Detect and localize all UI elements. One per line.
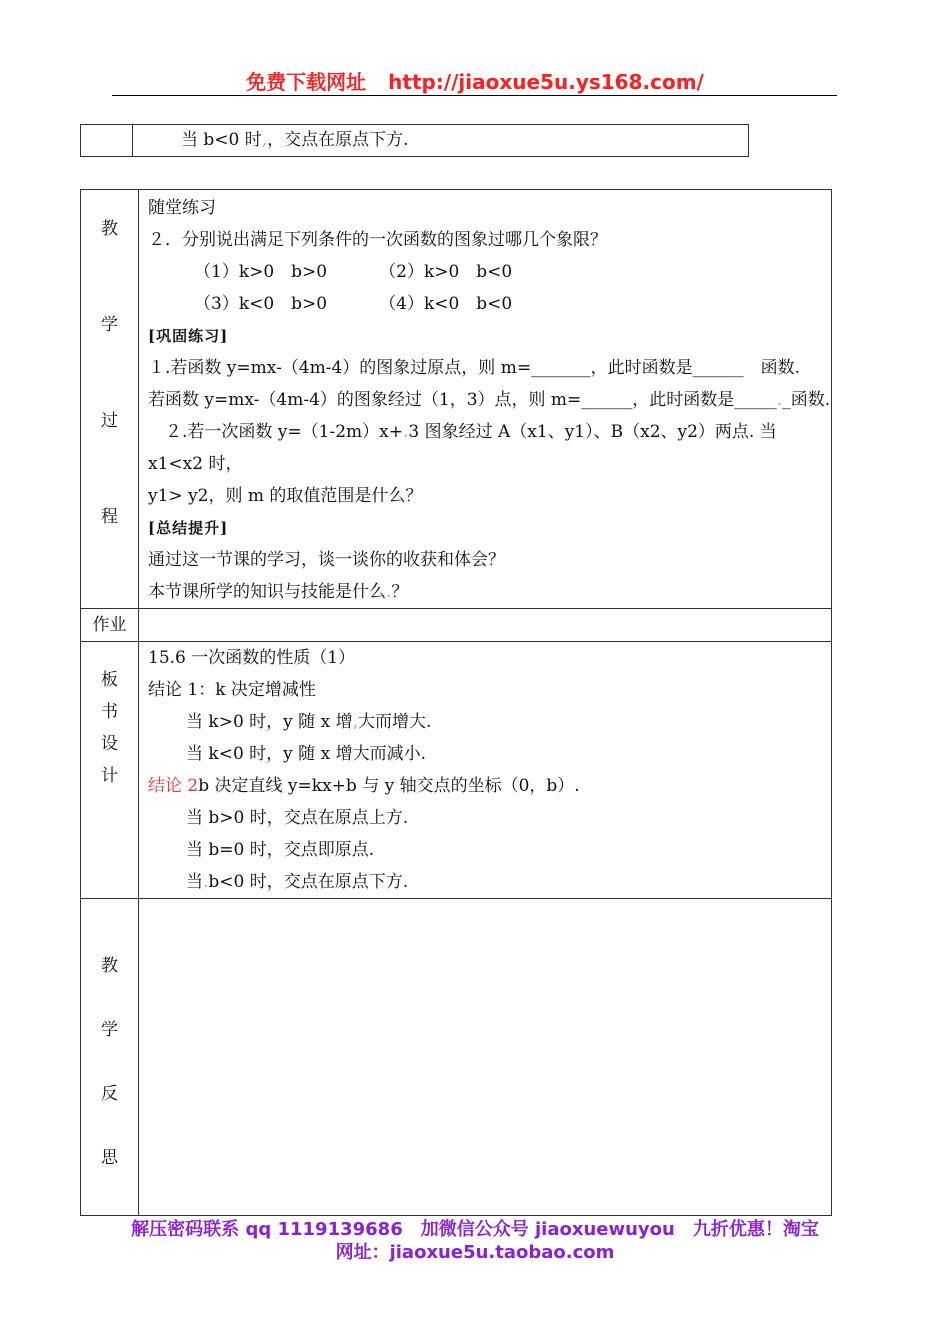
process-label-char: 程 <box>101 507 118 527</box>
conclusion-1-case-b: 当 k<0 时，y 随 x 增大而减小. <box>186 744 426 764</box>
edit-mark: , <box>352 712 358 732</box>
process-label-char: 过 <box>101 411 118 431</box>
continuation-content-cell <box>133 125 749 157</box>
header-title: 免费下载网址 <box>246 70 367 94</box>
condition-row <box>148 256 831 288</box>
conclusion-2-case-b: 当 b=0 时，交点即原点. <box>186 840 375 860</box>
board-label-char: 设 <box>101 734 118 754</box>
lesson-table <box>80 189 832 1216</box>
summary-question-1: 通过这一节课的学习，谈一谈你的收获和体会？ <box>148 550 505 570</box>
continuation-text: 当 b<0 时 <box>181 130 262 150</box>
edit-mark: , <box>261 130 268 150</box>
conclusion-2-case-c <box>148 866 831 898</box>
exercise-2-text: ２.若一次函数 y=（1-2m）x+ <box>148 422 403 442</box>
exercise-1-cont-end: _函数. <box>782 390 831 410</box>
conclusion-2-case-a: 当 b>0 时，交点在原点上方. <box>186 808 409 828</box>
conclusion-2 <box>148 770 831 802</box>
continuation-label-cell <box>81 125 133 157</box>
board-label-cell <box>81 642 139 899</box>
conclusion-2-label: 结论 2 <box>148 776 199 796</box>
footer-line-2[interactable]: 网址：jiaoxue5u.taobao.com <box>335 1242 615 1263</box>
consolidation-heading: [巩固练习] <box>148 327 229 345</box>
process-content-cell <box>139 190 832 609</box>
summary-question-2 <box>148 576 831 608</box>
edit-mark: . <box>203 872 209 892</box>
board-label-char: 书 <box>101 702 118 722</box>
board-title: 15.6 一次函数的性质（1） <box>148 648 356 668</box>
board-label-char: 计 <box>101 766 118 786</box>
condition-3: （3）k<0 b>0 <box>194 294 328 314</box>
continuation-text-end: ，交点在原点下方. <box>267 130 409 150</box>
question-2: ２．分别说出满足下列条件的一次函数的图象过哪几个象限？ <box>148 230 607 250</box>
reflection-label-char: 思 <box>101 1148 118 1168</box>
exercise-2-text-end: 3 图象经过 A（x1、y1）、B（x2、y2）两点. 当 x1<x2 时， <box>148 422 777 474</box>
header-url[interactable]: http://jiaoxue5u.ys168.com/ <box>388 70 704 94</box>
page-header <box>0 66 950 95</box>
continuation-table <box>80 124 749 157</box>
practice-heading: 随堂练习 <box>148 198 216 218</box>
header-divider <box>112 95 837 96</box>
process-label-cell <box>81 190 139 609</box>
homework-label: 作业 <box>92 615 127 635</box>
board-content-cell <box>139 642 832 899</box>
conclusion-2-case-c-text: b<0 时，交点在原点下方. <box>208 872 409 892</box>
conclusion-1-case-a-end: 大而增大. <box>357 712 432 732</box>
summary-question-2-text: 本节课所学的知识与技能是什么 <box>148 582 386 602</box>
conclusion-2-text: b 决定直线 y=kx+b 与 y 轴交点的坐标（0，b）. <box>198 776 580 796</box>
reflection-label-char: 学 <box>101 1020 118 1040</box>
summary-question-2-end: ？ <box>391 582 409 602</box>
process-label-char: 学 <box>101 315 118 335</box>
condition-4: （4）k<0 b<0 <box>379 294 513 314</box>
homework-label-cell <box>81 609 139 642</box>
homework-content-cell <box>139 609 832 642</box>
exercise-2-cont: y1> y2，则 m 的取值范围是什么？ <box>148 486 423 506</box>
exercise-1: １.若函数 y=mx-（4m-4）的图象过原点，则 m=_______，此时函数是______ 函数. <box>148 358 800 378</box>
summary-heading: [总结提升] <box>148 519 229 537</box>
reflection-content-cell <box>139 899 832 1216</box>
conclusion-1: 结论 1：k 决定增减性 <box>148 680 316 700</box>
process-label-char: 教 <box>101 219 118 239</box>
condition-1: （1）k>0 b>0 <box>194 262 328 282</box>
exercise-2 <box>148 416 831 480</box>
footer-line-1: 解压密码联系 qq 1119139686 加微信公众号 jiaoxuewuyou 九折优惠！淘宝 <box>131 1219 819 1240</box>
page-footer <box>0 1218 950 1264</box>
reflection-label-char: 教 <box>101 956 118 976</box>
edit-mark: . <box>402 422 409 442</box>
exercise-1-cont <box>148 384 831 416</box>
condition-row <box>148 288 831 320</box>
reflection-label-cell <box>81 899 139 1216</box>
reflection-label-char: 反 <box>101 1084 118 1104</box>
exercise-1-cont-text: 若函数 y=mx-（4m-4）的图象经过（1，3）点，则 m=______，此时函数是_____ <box>148 390 777 410</box>
board-label-char: 板 <box>101 670 118 690</box>
conclusion-1-case-a-text: 当 k>0 时，y 随 x 增 <box>186 712 353 732</box>
edit-mark: . <box>386 582 392 602</box>
conclusion-1-case-a <box>148 706 831 738</box>
edit-mark: . <box>776 390 783 410</box>
condition-2: （2）k>0 b<0 <box>379 262 513 282</box>
conclusion-2-case-c-start: 当 <box>186 872 203 892</box>
